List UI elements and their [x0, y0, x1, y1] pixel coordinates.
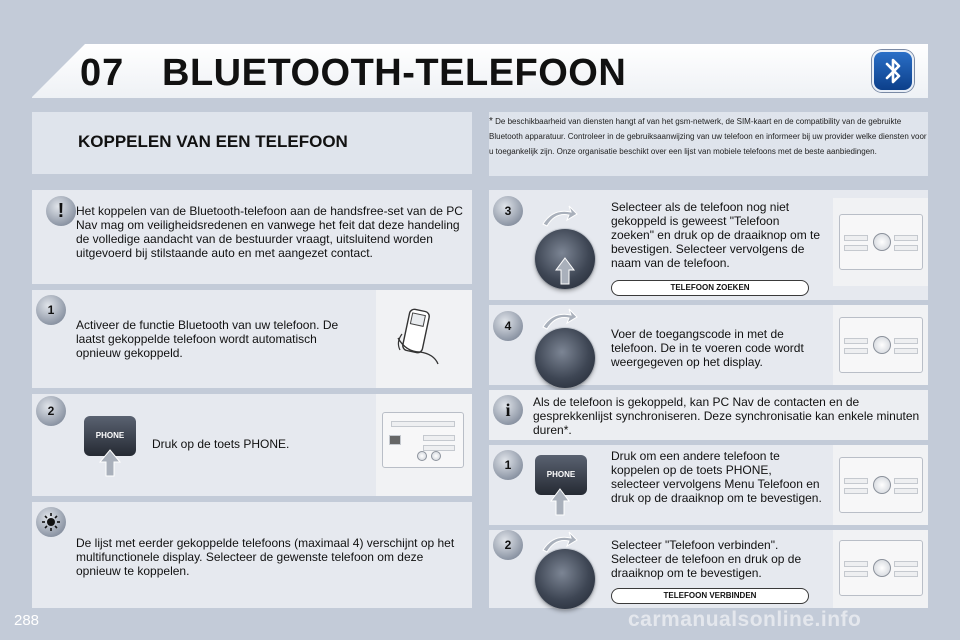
step-text: Druk om een andere telefoon te koppelen op de toets PHONE, selecteer vervolgens Menu Telefoon en druk op de draaiknop om te bevestigen. — [611, 449, 822, 505]
footnote-text: De beschikbaarheid van diensten hangt af van het gsm-netwerk, de SIM-kaart en de compatibility van de gebruikte Bluetooth apparatuur. Controleer in de gebruiksaanwijzing van uw telefoon en informeer bij uw provider welke diensten voor u toegankelijk zijn. Onze organisatie beschikt over een lijst van mobiele telefoons met de beste aanbiedingen. — [489, 117, 927, 156]
rotate-arrow-icon — [539, 307, 579, 331]
phone-key-button: PHONE — [84, 416, 136, 456]
menu-tag: TELEFOON VERBINDEN — [611, 588, 809, 604]
step-number-badge: 1 — [493, 450, 523, 480]
bluetooth-icon — [872, 50, 914, 92]
chapter-header — [32, 44, 928, 98]
rotate-arrow-icon — [539, 530, 579, 554]
head-unit-illustration — [833, 305, 928, 385]
phone-hand-illustration — [376, 290, 472, 388]
head-unit-illustration — [376, 394, 472, 496]
step-number-badge: 2 — [36, 396, 66, 426]
rotary-knob-icon — [535, 328, 595, 388]
step-2-right-panel — [489, 530, 928, 608]
watermark: carmanualsonline.info — [628, 608, 862, 631]
step-text: Activeer de functie Bluetooth van uw telefoon. De laatst gekoppelde telefoon wordt automatisch opnieuw gekoppeld. — [76, 318, 339, 360]
tip-panel — [32, 502, 472, 608]
tip-text: De lijst met eerder gekoppelde telefoons (maximaal 4) verschijnt op het multifunctionele display. Selecteer de gewenste telefoon om deze opnieuw te koppelen. — [76, 536, 455, 578]
head-unit-illustration — [833, 198, 928, 286]
step-number-badge: 2 — [493, 530, 523, 560]
step-text: Selecteer als de telefoon nog niet gekoppeld is geweest "Telefoon zoeken" en druk op de draaiknop om te bevestigen. Selecteer vervolgens de naam van de telefoon. — [611, 200, 821, 270]
step-text: Voer de toegangscode in met de telefoon. De in te voeren code wordt weergegeven op het display. — [611, 327, 804, 369]
step-1-right-panel — [489, 445, 928, 525]
section-title: KOPPELEN VAN EEN TELEFOON — [78, 132, 348, 151]
step-number-badge: 3 — [493, 196, 523, 226]
warning-panel — [32, 190, 472, 284]
step-2-panel — [32, 394, 472, 496]
section-bar — [32, 112, 472, 174]
info-icon: i — [493, 395, 523, 425]
footnote-star: * — [489, 116, 493, 127]
menu-tag: TELEFOON ZOEKEN — [611, 280, 809, 296]
step-text: Selecteer "Telefoon verbinden". Selecteer de telefoon en druk op de draaiknop om te bevestigen. — [611, 538, 802, 580]
warning-icon: ! — [46, 196, 76, 226]
chapter-number: 07 — [80, 52, 125, 94]
step-3-panel — [489, 190, 928, 300]
press-arrow-icon — [98, 448, 122, 478]
phone-key-button: PHONE — [535, 455, 587, 495]
mobile-phone-icon — [376, 290, 472, 388]
footnote — [489, 112, 928, 176]
warning-text: Het koppelen van de Bluetooth-telefoon aan de handsfree-set van de PC Nav mag om veiligheidsredenen en vanwege het feit dat deze handeling de volledige aandacht van de bestuurder vraagt, uitsluitend worden uitgevoerd bij stilstaande auto en met aangezet contact. — [76, 204, 463, 260]
step-text: Druk op de toets PHONE. — [152, 437, 290, 451]
step-1-panel — [32, 290, 472, 388]
page-number: 288 — [14, 612, 40, 629]
rotary-knob-icon — [535, 549, 595, 609]
step-4-panel — [489, 305, 928, 385]
head-unit-illustration — [833, 445, 928, 525]
rotate-arrow-icon — [539, 204, 579, 228]
info-panel — [489, 390, 928, 440]
press-arrow-icon — [554, 256, 576, 286]
info-text: Als de telefoon is gekoppeld, kan PC Nav de contacten en de gesprekkenlijst synchroniseren. Deze synchronisatie kan enkele minuten duren*. — [533, 395, 920, 437]
press-arrow-icon — [549, 487, 571, 517]
head-unit-illustration — [833, 530, 928, 608]
page-title: BLUETOOTH-TELEFOON — [162, 52, 627, 94]
step-number-badge: 1 — [36, 295, 66, 325]
step-number-badge: 4 — [493, 311, 523, 341]
sun-icon — [36, 507, 66, 537]
